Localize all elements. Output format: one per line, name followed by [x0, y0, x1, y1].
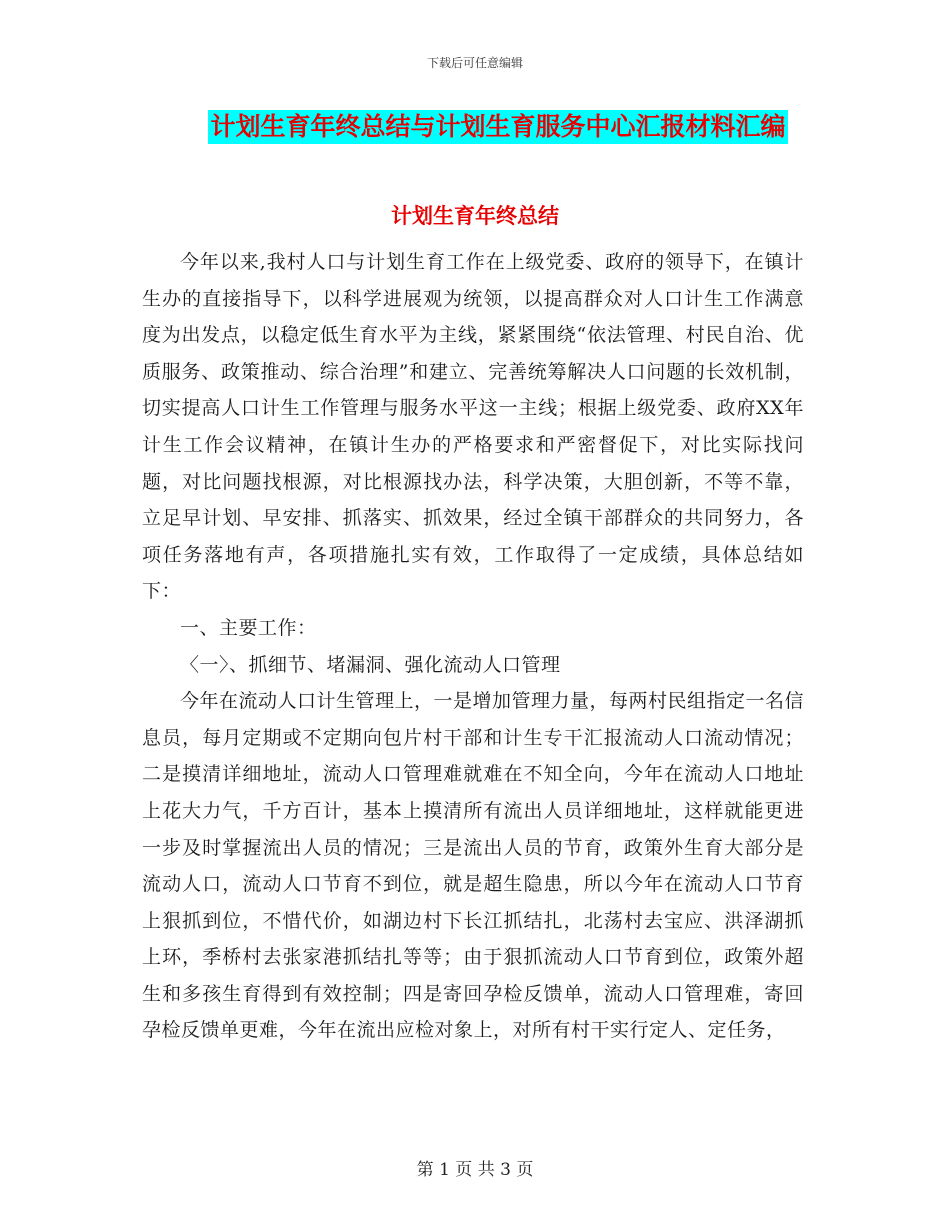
- paragraph-intro: 今年以来,我村人口与计划生育工作在上级党委、政府的领导下，在镇计生办的直接指导下，以科学进展观为统领，以提高群众对人口计生工作满意度为出发点，以稳定低生育水平为主线，紧紧围绕“依法管理、村民自治、优质服务、政策推动、综合治理”和建立、完善统筹解决人口问题的长效机制，切实提高人口计生工作管理与服务水平这一主线；根据上级党委、政府XX年计生工作会议精神，在镇计生办的严格要求和严密督促下，对比实际找问题，对比问题找根源，对比根源找办法，科学决策，大胆创新，不等不靠，立足早计划、早安排、抓落实、抓效果，经过全镇干部群众的共同努力，各项任务落地有声，各项措施扎实有效，工作取得了一定成绩，具体总结如下：: [142, 251, 804, 603]
- section-title: 计划生育年终总结: [391, 204, 559, 228]
- document-main-title: 计划生育年终总结与计划生育服务中心汇报材料汇编: [208, 110, 787, 144]
- main-title-container: [0, 110, 950, 144]
- paragraph-subheading-floating-population: 〈一〉、抓细节、堵漏洞、强化流动人口管理: [180, 653, 561, 676]
- paragraph-floating-population-detail: 今年在流动人口计生管理上，一是增加管理力量，每两村民组指定一名信息员，每月定期或不定期向包片村干部和计生专干汇报流动人口流动情况；二是摸清详细地址，流动人口管理难就难在不知全向，今年在流动人口地址上花大力气，千方百计，基本上摸清所有流出人员详细地址，这样就能更进一步及时掌握流出人员的情况；三是流出人员的节育，政策外生育大部分是流动人口，流动人口节育不到位，就是超生隐患，所以今年在流动人口节育上狠抓到位，不惜代价，如湖边村下长江抓结扎，北荡村去宝应、洪泽湖抓上环，季桥村去张家港抓结扎等等；由于狠抓流动人口节育到位，政策外超生和多孩生育得到有效控制；四是寄回孕检反馈单，流动人口管理难，寄回孕检反馈单更难，今年在流出应检对象上，对所有村干实行定人、定任务，: [142, 690, 805, 1042]
- header-note: 下载后可任意编辑: [426, 56, 523, 70]
- paragraph-heading-main-work: 一、主要工作：: [180, 616, 317, 639]
- page-number-footer: 第 1 页 共 3 页: [416, 1160, 534, 1180]
- document-body: [142, 244, 804, 1049]
